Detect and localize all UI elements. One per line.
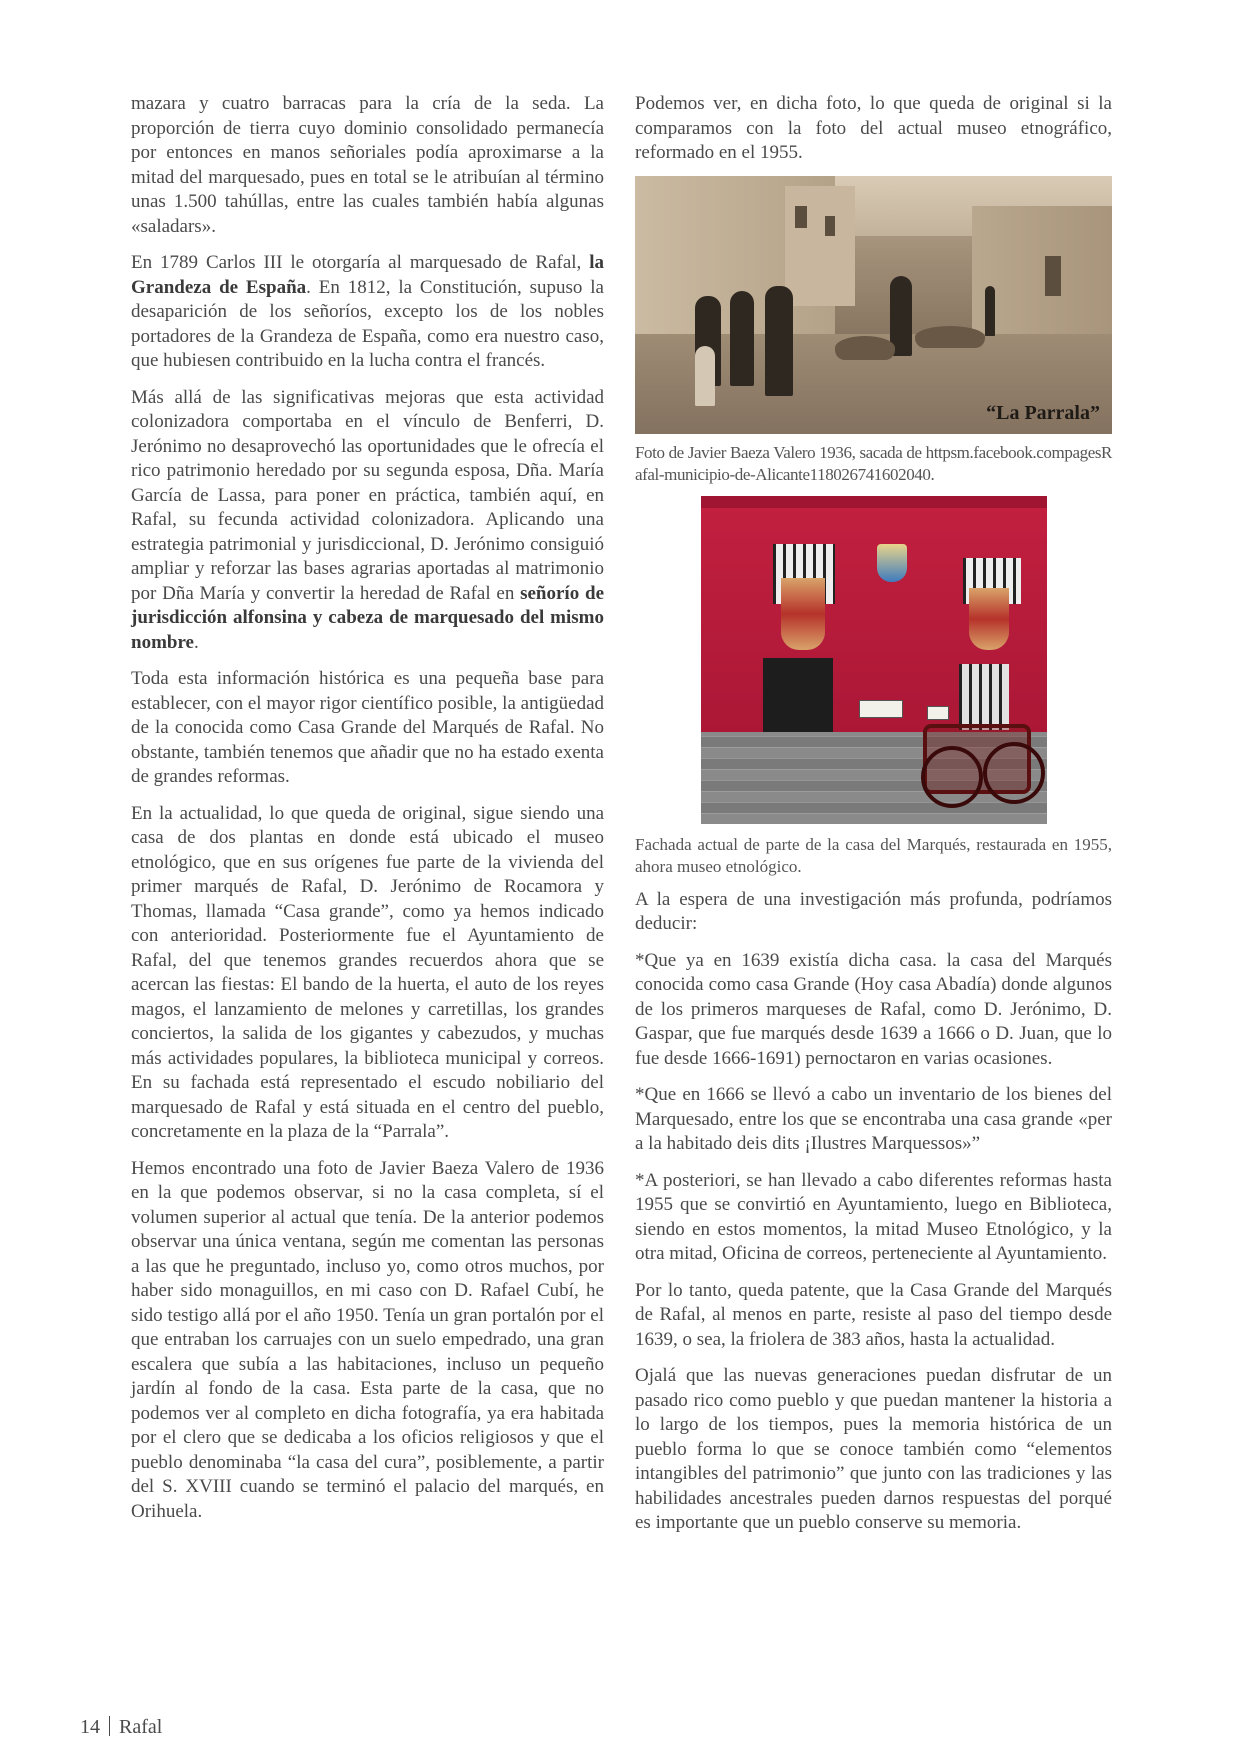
photo-sign: [927, 706, 949, 720]
page-number: 14: [80, 1716, 100, 1738]
photo-building-left-2: [785, 186, 855, 306]
photo-tree: [985, 286, 995, 336]
photo-caption: Foto de Javier Baeza Valero 1936, sacada de httpsm.facebook.compagesRafal-municipio-de-Alicante118026741602040.: [635, 442, 1112, 484]
photo-banner: [781, 578, 825, 650]
photo-window: [795, 206, 807, 228]
photo-basket: [835, 336, 895, 360]
photo-overlay-title: “La Parrala”: [986, 402, 1100, 424]
photo-person: [730, 291, 754, 386]
photo-child: [695, 346, 715, 406]
paragraph: Toda esta información histórica es una pequeña base para establecer, con el mayor rigor científico posible, la antigüedad de la conocida como Casa Grande del Marqués de Rafal. No obstante, también tenemos que añadir que no ha estado exenta de grandes reformas.: [131, 668, 604, 787]
paragraph: En la actualidad, lo que queda de original, sigue siendo una casa de dos plantas en donde está ubicado el museo etnológico, que en sus orígenes fue parte de la vivienda del primer marqués de Rafal, D. Jerónimo de Rocamora y Thomas, llamada “Casa grande”, como ya hemos indicado con anterioridad. Posteriormente fue el Ayuntamiento de Rafal, del que tenemos grandes recuerdos ahora que se acercan las fiestas: El bando de la huerta, el auto de los reyes magos, el lanzamiento de melones y carretillas, los grandes conciertos, la salida de los gigantes y cabezudos, y muchas más actividades populares, la biblioteca municipal y correos. En su fachada está representado el escudo nobiliario del marquesado de Rafal y está situada en el centro del pueblo, concretamente en la plaza de la “Parrala”.: [131, 802, 604, 1142]
photo-basket: [915, 326, 985, 348]
photo-window: [1045, 256, 1061, 296]
paragraph: *A posteriori, se han llevado a cabo diferentes reformas hasta 1955 que se convirtió en Ayuntamiento, luego en Biblioteca, siendo en estos momentos, la mitad Museo Etnológico, y la otra mitad, Oficina de correos, perteneciente al Ayuntamiento.: [635, 1169, 1112, 1264]
bold-text: la Grandeza de España: [131, 252, 604, 298]
text-span: . En 1812, la Constitución, supuso la desaparición de los señoríos, excepto los de los nobles portadores de la Grandeza de España, como era nuestro caso, que hubiesen contribuido en la lucha contra el francés.: [131, 276, 604, 371]
paragraph: *Que ya en 1639 existía dicha casa. la casa del Marqués conocida como casa Grande (Hoy casa Abadía) donde algunos de los primeros marqueses de Rafal, como D. Jerónimo, D. Gaspar, que fue marqués desde 1639 a 1666 o D. Juan, que lo fue desde 1666-1691) pernoctaron en varias ocasiones.: [635, 949, 1112, 1069]
photo-roof-band: [701, 496, 1047, 508]
section-name: Rafal: [119, 1716, 163, 1738]
paragraph: Hemos encontrado una foto de Javier Baeza Valero de 1936 en la que podemos observar, si no la casa completa, sí el volumen superior al actual que tenía. De la anterior podemos observar una única ventana, según me comentan las personas a las que he preguntado, incluso yo, como otros muchos, por haber sido monaguillos, en mi caso con D. Rafael Cubí, he sido testigo allá por el año 1950. Tenía un gran portalón por el que entraban los carruajes con un suelo empedrado, una gran escalera que subía a las habitaciones, incluso un pequeño jardín al fondo de la casa. Esta parte de la casa, que no podemos ver al completo en dicha fotografía, ya era habitada por el clero que se dedicaba a los oficios religiosos y que el pueblo denominaba “la casa del cura”, posiblemente, a partir del S. XVIII cuando se terminó el palacio del marqués, en Orihuela.: [131, 1157, 604, 1522]
paragraph: A la espera de una investigación más profunda, podríamos deducir:: [635, 888, 1112, 934]
photo-caption: Fachada actual de parte de la casa del Marqués, restaurada en 1955, ahora museo etnológico.: [635, 834, 1112, 876]
museum-facade-photo: [701, 496, 1047, 824]
photo-window: [959, 664, 1009, 730]
photo-window: [825, 216, 835, 236]
paragraph: *Que en 1666 se llevó a cabo un inventario de los bienes del Marquesado, entre los que se encontraba una casa grande «per a la habitado deis dits ¡Ilustres Marquessos»”: [635, 1084, 1112, 1154]
page-footer: [80, 1716, 162, 1739]
photo-person: [765, 286, 793, 396]
bold-text: señorío de jurisdicción alfonsina y cabeza de marquesado del mismo nombre: [131, 582, 604, 653]
paragraph: Ojalá que las nuevas generaciones puedan disfrutar de un pasado rico como pueblo y que puedan mantener la historia a lo largo de los tiempos, pues la memoria histórica de un pueblo forma lo que se conoce también como “elementos intangibles del patrimonio” que junto con las tradiciones y las habilidades ancestrales pueden darnos respuestas del porqué es importante que un pueblo conserve su memoria.: [635, 1365, 1112, 1533]
text-span: .: [193, 631, 199, 653]
photo-wheel: [921, 746, 983, 808]
coat-of-arms-icon: [877, 544, 907, 582]
paragraph: mazara y cuatro barracas para la cría de la seda. La proporción de tierra cuyo dominio consolidado permanecía por entonces en manos señoriales podía aproximarse a la mitad del marquesado, pues en total se le atribuían al término unas 1.500 tahúllas, entre las cuales también había algunas «saladars».: [131, 93, 604, 237]
photo-sign: [859, 700, 903, 718]
paragraph: Por lo tanto, queda patente, que la Casa Grande del Marqués de Rafal, al menos en parte, resiste al paso del tiempo desde 1639, o sea, la friolera de 383 años, hasta la actualidad.: [635, 1279, 1112, 1350]
paragraph: [131, 251, 604, 374]
text-span: En 1789 Carlos III le otorgaría al marquesado de Rafal,: [131, 252, 590, 273]
right-column: [635, 92, 1112, 1548]
footer-divider: [109, 1716, 110, 1736]
text-span: Más allá de las significativas mejoras que esta actividad colonizadora comportaba en el vínculo de Benferri, D. Jerónimo no desaprovechó las oportunidades que le ofrecía el rico patrimonio heredado por su segunda esposa, Dña. María García de Lassa, para poner en práctica, también aquí, en Rafal, su fecunda actividad colonizadora. Aplicando una estrategia patrimonial y jurisdiccional, D. Jerónimo consiguió ampliar y reforzar las bases agrarias aportadas al matrimonio por Dña María y convertir la heredad de Rafal en: [131, 386, 604, 604]
paragraph: [131, 386, 604, 656]
left-column: [131, 92, 604, 1536]
historic-photo: [635, 176, 1112, 434]
photo-banner: [969, 588, 1009, 650]
paragraph: Podemos ver, en dicha foto, lo que queda de original si la comparamos con la foto del actual museo etnográfico, reformado en el 1955.: [635, 93, 1112, 163]
photo-wheel: [983, 742, 1045, 804]
